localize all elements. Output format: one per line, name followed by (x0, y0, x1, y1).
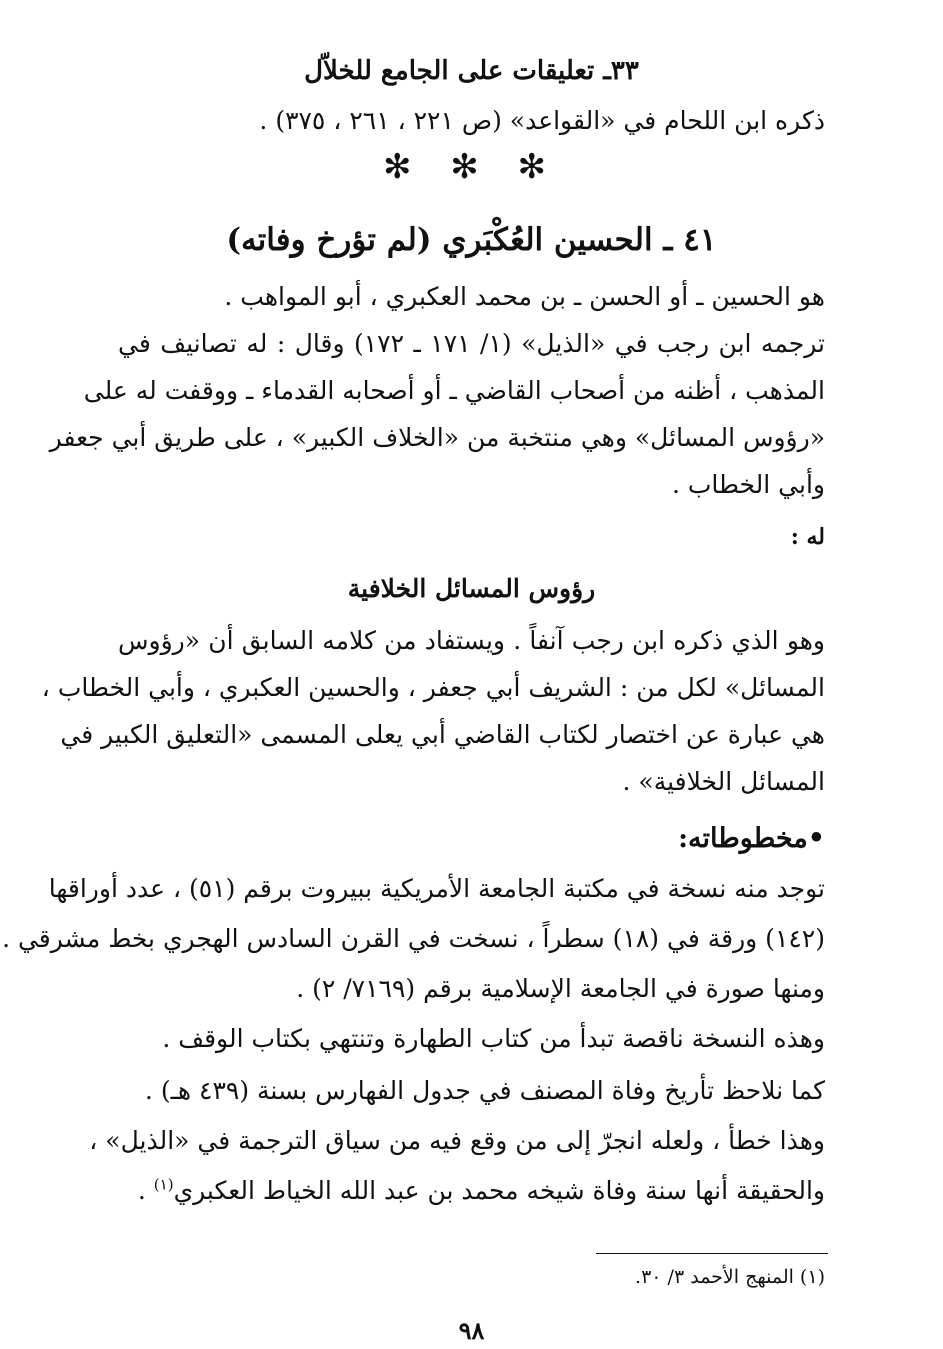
previous-entry-reference: ذكره ابن اللحام في «القواعد» (ص ٢٢١ ، ٢٦١ ، ٣٧٥) . (259, 106, 825, 135)
bio-line: «رؤوس المسائل» وهي منتخبة من «الخلاف الكبير» ، على طريق أبي جعفر (49, 423, 825, 452)
manuscript-line: وهذا خطأ ، ولعله انجرّ إلى من وقع فيه من سياق الترجمة في «الذيل» ، (89, 1126, 825, 1155)
work-description-line: وهو الذي ذكره ابن رجب آنفاً . ويستفاد من كلامه السابق أن «رؤوس (118, 626, 825, 655)
footnote-reference: (١) (153, 1175, 174, 1194)
running-header: ٣٣ـ تعليقات على الجامع للخلاّل (304, 56, 639, 86)
work-title: رؤوس المسائل الخلافية (347, 574, 596, 603)
section-separator-stars: ✻ ✻ ✻ (382, 147, 561, 187)
work-description-line: هي عبارة عن اختصار لكتاب القاضي أبي يعلى المسمى «التعليق الكبير في (60, 720, 825, 749)
footnote-divider (596, 1253, 828, 1254)
bio-line: ترجمه ابن رجب في «الذيل» (١/ ١٧١ ـ ١٧٢) وقال : له تصانيف في (118, 329, 825, 358)
manuscript-line: ومنها صورة في الجامعة الإسلامية برقم (٧١٦٩/ ٢) . (296, 974, 825, 1003)
manuscript-line: كما نلاحظ تأريخ وفاة المصنف في جدول الفهارس بسنة (٤٣٩ هـ) . (144, 1076, 825, 1105)
manuscript-line-text: والحقيقة أنها سنة وفاة شيخه محمد بن عبد الله الخياط العكبري (173, 1176, 825, 1205)
bio-line: المذهب ، أظنه من أصحاب القاضي ـ أو أصحابه القدماء ـ ووقفت له على (83, 376, 825, 405)
entry-title: ٤١ ـ الحسين العُكْبَري (لم تؤرخ وفاته) (226, 222, 717, 258)
manuscript-line-tail: . (137, 1176, 154, 1205)
page-number: ٩٨ (458, 1316, 485, 1345)
entry-intro: هو الحسين ـ أو الحسن ـ بن محمد العكبري ، أبو المواهب . (224, 282, 825, 311)
works-label: له : (790, 524, 825, 550)
manuscript-line: وهذه النسخة ناقصة تبدأ من كتاب الطهارة وتنتهي بكتاب الوقف . (162, 1024, 825, 1053)
manuscripts-heading: •مخطوطاته: (678, 823, 825, 854)
work-description-line: المسائل الخلافية» . (622, 767, 825, 796)
bio-line: وأبي الخطاب . (671, 470, 825, 499)
manuscript-line-last (138, 1174, 825, 1208)
work-description-line: المسائل» لكل من : الشريف أبي جعفر ، والحسين العكبري ، وأبي الخطاب ، (41, 673, 825, 702)
manuscript-line: (١٤٢) ورقة في (١٨) سطراً ، نسخت في القرن السادس الهجري بخط مشرقي . (2, 924, 825, 953)
footnote: (١) المنهج الأحمد ٣/ ٣٠. (635, 1266, 825, 1288)
manuscript-line: توجد منه نسخة في مكتبة الجامعة الأمريكية ببيروت برقم (٥١) ، عدد أوراقها (48, 874, 825, 903)
